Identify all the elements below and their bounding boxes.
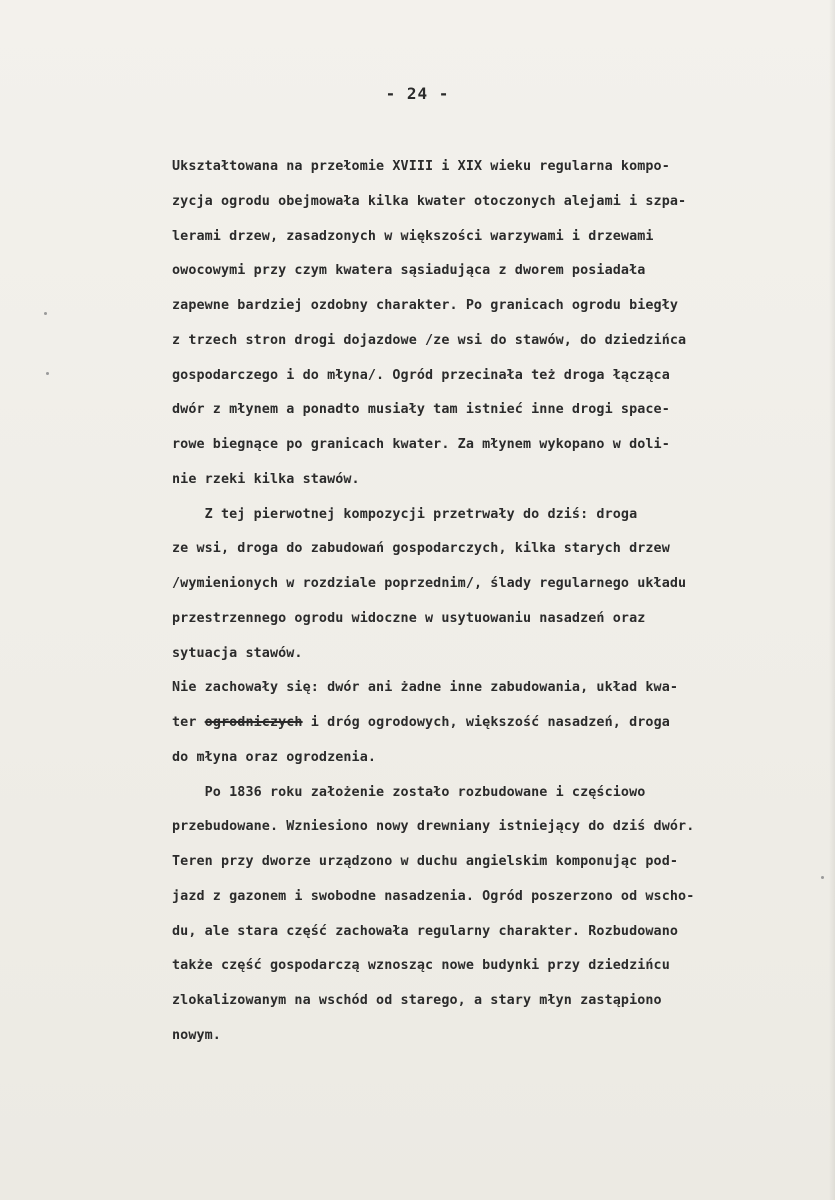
text-line: ze wsi, droga do zabudowań gospodarczych, kilka starych drzew — [172, 541, 670, 557]
text-line: nie rzeki kilka stawów. — [172, 471, 360, 487]
text-line: zapewne bardziej ozdobny charakter. Po granicach ogrodu biegły — [172, 298, 679, 313]
body-text — [172, 150, 812, 1054]
text-line: przebudowane. Wzniesiono nowy drewniany istniejący do dziś dwór. — [172, 819, 695, 835]
paper-speck — [46, 372, 49, 375]
paper-speck — [821, 876, 824, 879]
text-line: Ukształtowana na przełomie XVIII i XIX wieku regularna kompo- — [172, 159, 670, 174]
text-line: zlokalizowanym na wschód od starego, a stary młyn zastąpiono — [172, 993, 662, 1008]
text-line: sytuacja stawów. — [172, 645, 303, 661]
text-line: gospodarczego i do młyna/. Ogród przecinała też droga łącząca — [172, 367, 670, 383]
text-line: Z tej pierwotnej kompozycji przetrwały do dziś: droga — [172, 506, 638, 522]
text-line: z trzech stron drogi dojazdowe /ze wsi do stawów, do dziedzińca — [172, 332, 687, 348]
text-line: owocowymi przy czym kwatera sąsiadująca z dworem posiadała — [172, 263, 646, 279]
text-line: lerami drzew, zasadzonych w większości warzywami i drzewami — [172, 228, 654, 244]
page-number: - 24 - — [385, 84, 450, 103]
page-edge-shadow — [829, 0, 835, 1200]
text-line: /wymienionych w rozdziale poprzednim/, ślady regularnego układu — [172, 576, 687, 591]
text-line: jazd z gazonem i swobodne nasadzenia. Ogród poszerzono od wscho- — [172, 888, 695, 904]
text-line: du, ale stara część zachowała regularny charakter. Rozbudowano — [172, 923, 679, 939]
paper-speck — [44, 312, 47, 315]
struck-out-word: ogrodniczych — [204, 715, 303, 730]
text-line: Po 1836 roku założenie zostało rozbudowane i częściowo — [172, 784, 646, 800]
text-line: Teren przy dworze urządzono w duchu angielskim komponując pod- — [172, 854, 679, 869]
text-line: zycja ogrodu obejmowała kilka kwater otoczonych alejami i szpa- — [172, 193, 687, 209]
text-line: także część gospodarczą wznosząc nowe budynki przy dziedzińcu — [172, 958, 670, 974]
text-line: ter ogrodniczych i dróg ogrodowych, większość nasadzeń, droga — [172, 715, 670, 730]
text-line: dwór z młynem a ponadto musiały tam istnieć inne drogi spacе- — [172, 402, 670, 418]
text-line: przestrzennego ogrodu widoczne w usytuowaniu nasadzeń oraz — [172, 610, 646, 626]
text-line: nowym. — [172, 1027, 221, 1043]
text-line: rowe biegnące po granicach kwater. Za młynem wykopano w doli- — [172, 437, 670, 452]
text-line: do młyna oraz ogrodzenia. — [172, 749, 377, 765]
text-line: Nie zachowały się: dwór ani żadne inne zabudowania, układ kwa- — [172, 680, 679, 696]
